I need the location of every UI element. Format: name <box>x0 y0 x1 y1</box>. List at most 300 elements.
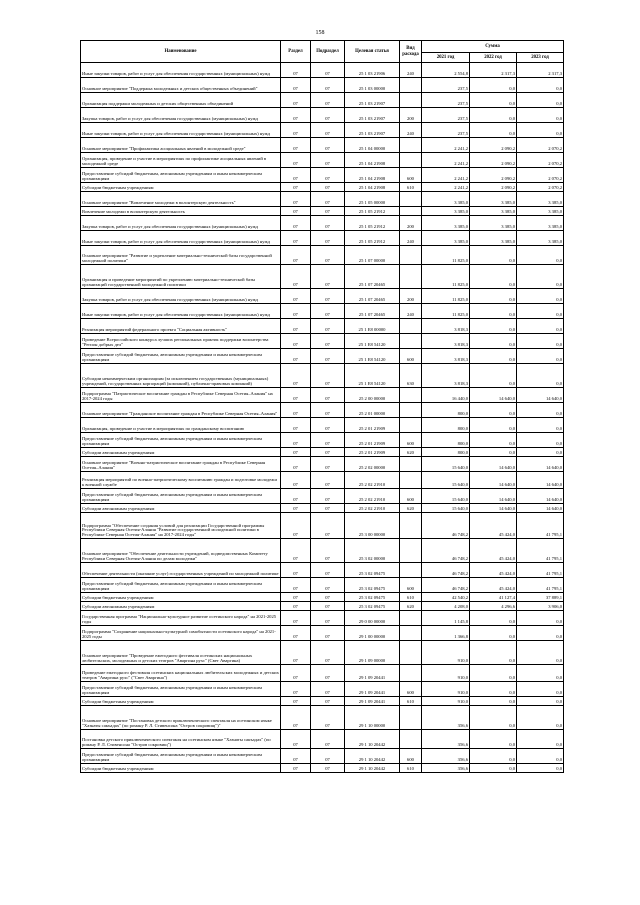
cell-2022: 14 640,0 <box>470 457 517 472</box>
cell-kind <box>400 207 422 216</box>
table-row <box>81 153 564 168</box>
cell-2022: 2 090,2 <box>470 183 517 192</box>
cell-subsection: 07 <box>311 319 345 334</box>
cell-section: 07 <box>281 448 311 457</box>
table-row <box>81 418 564 433</box>
cell-target: 25 1 03 21906 <box>345 63 400 78</box>
cell-subsection: 07 <box>311 63 345 78</box>
col-header-name: Наименование <box>81 41 281 63</box>
cell-subsection: 07 <box>311 730 345 749</box>
cell-name: Подпрограмма "Сохранение национально-культурной самобытности осетинского народа" на 2021-2025 годы <box>81 626 281 641</box>
cell-2021: 237,5 <box>422 93 470 108</box>
cell-name: Проведение Всероссийского конкурса лучших региональных практик поддержки волонтерства "Регион добрых дел" <box>81 334 281 349</box>
cell-2023: 41 795,1 <box>517 578 564 593</box>
cell-target: 25 2 02 21910 <box>345 472 400 489</box>
cell-2021: 1 366,8 <box>422 626 470 641</box>
col-header-2023: 2023 год <box>517 53 564 63</box>
cell-kind <box>400 138 422 153</box>
cell-2021: 4 208,0 <box>422 602 470 611</box>
table-row <box>81 108 564 123</box>
cell-kind: 240 <box>400 231 422 246</box>
cell-target: 25 3 00 00000 <box>345 513 400 539</box>
cell-name: Подпрограмма "Патриотическое воспитание граждан в Республике Северная Осетия–Алания" на 2017-2024 годы <box>81 388 281 403</box>
cell-2023: 0,0 <box>517 78 564 93</box>
cell-name: Иные закупки товаров, работ и услуг для обеспечения государственных (муниципальных) нужд <box>81 63 281 78</box>
table-row <box>81 289 564 304</box>
cell-name: Иные закупки товаров, работ и услуг для обеспечения государственных (муниципальных) нужд <box>81 304 281 319</box>
cell-2022: 2 317,3 <box>470 63 517 78</box>
cell-subsection: 07 <box>311 108 345 123</box>
cell-2023: 0,0 <box>517 265 564 289</box>
cell-kind: 240 <box>400 304 422 319</box>
cell-name: Основное мероприятие "Гражданское воспитание граждан в Республике Северная Осетия–Алания" <box>81 403 281 418</box>
cell-name: Субсидии автономным учреждениям <box>81 504 281 513</box>
cell-target: 29 1 09 20441 <box>345 682 400 697</box>
cell-2022: 0,0 <box>470 682 517 697</box>
cell-kind <box>400 334 422 349</box>
cell-2022: 0,0 <box>470 626 517 641</box>
cell-2022: 0,0 <box>470 706 517 730</box>
table-body <box>81 63 564 773</box>
cell-name: Основное мероприятие "Постановка детского приключенческого спектакля на осетинском языке "Хазнаты сакъадах" (по роману Р. Л. Стивенсона "Остров сокровищ")" <box>81 706 281 730</box>
table-row <box>81 207 564 216</box>
cell-section: 07 <box>281 289 311 304</box>
cell-subsection: 07 <box>311 246 345 265</box>
cell-target: 25 3 02 09475 <box>345 563 400 578</box>
cell-subsection: 07 <box>311 388 345 403</box>
cell-2023: 2 070,2 <box>517 183 564 192</box>
cell-2022: 0,0 <box>470 611 517 626</box>
cell-kind: 240 <box>400 63 422 78</box>
cell-target: 29 1 09 00000 <box>345 641 400 665</box>
cell-target: 25 1 07 20465 <box>345 265 400 289</box>
cell-section: 07 <box>281 168 311 183</box>
cell-target: 25 1 E8 00000 <box>345 319 400 334</box>
cell-2023: 14 640,0 <box>517 457 564 472</box>
cell-2021: 1 145,8 <box>422 611 470 626</box>
cell-subsection: 07 <box>311 641 345 665</box>
cell-2021: 800,0 <box>422 418 470 433</box>
cell-2021: 356,6 <box>422 764 470 773</box>
cell-2023: 0,0 <box>517 730 564 749</box>
cell-2021: 11 825,0 <box>422 304 470 319</box>
cell-subsection: 07 <box>311 403 345 418</box>
cell-name: Подпрограмма "Обеспечение создания условий для реализации Государственной программы Республики Северная Осетия-Алания "Развитие государственной молодежной политики в Республике Северная Осетия-Алания" на 2017-2024 годы" <box>81 513 281 539</box>
cell-kind <box>400 246 422 265</box>
cell-section: 07 <box>281 93 311 108</box>
cell-2022: 2 090,2 <box>470 153 517 168</box>
table-row <box>81 304 564 319</box>
col-header-section: Раздел <box>281 41 311 63</box>
cell-target: 25 1 05 00000 <box>345 192 400 207</box>
cell-subsection: 07 <box>311 334 345 349</box>
cell-2023: 0,0 <box>517 304 564 319</box>
table-row <box>81 246 564 265</box>
cell-2021: 42 540,2 <box>422 593 470 602</box>
cell-target: 29 1 10 20442 <box>345 764 400 773</box>
cell-2022: 0,0 <box>470 433 517 448</box>
cell-name: Вовлечение молодежи в волонтерскую деятельность <box>81 207 281 216</box>
cell-2021: 2 241,2 <box>422 138 470 153</box>
cell-target: 25 1 E8 54120 <box>345 349 400 364</box>
cell-kind <box>400 539 422 563</box>
cell-subsection: 07 <box>311 626 345 641</box>
cell-name: Субсидии автономным учреждениям <box>81 448 281 457</box>
cell-2023: 2 070,2 <box>517 153 564 168</box>
cell-2021: 11 825,0 <box>422 246 470 265</box>
cell-subsection: 07 <box>311 764 345 773</box>
table-row <box>81 513 564 539</box>
cell-2021: 46 748,2 <box>422 563 470 578</box>
cell-2021: 46 748,2 <box>422 539 470 563</box>
cell-subsection: 07 <box>311 304 345 319</box>
cell-section: 07 <box>281 216 311 231</box>
cell-name: Организация, проведение и участие в мероприятиях по профилактике асоциальных явлений в молодежной среде <box>81 153 281 168</box>
cell-2021: 800,0 <box>422 448 470 457</box>
cell-2021: 800,0 <box>422 403 470 418</box>
table-row <box>81 697 564 706</box>
cell-subsection: 07 <box>311 265 345 289</box>
cell-2023: 0,0 <box>517 418 564 433</box>
cell-name: Субсидии автономным учреждениям <box>81 602 281 611</box>
cell-2023: 41 795,1 <box>517 539 564 563</box>
cell-2022: 0,0 <box>470 665 517 682</box>
cell-section: 07 <box>281 665 311 682</box>
cell-2021: 910,0 <box>422 641 470 665</box>
cell-2021: 2 241,2 <box>422 183 470 192</box>
table-row <box>81 578 564 593</box>
cell-2022: 0,0 <box>470 246 517 265</box>
table-row <box>81 231 564 246</box>
cell-subsection: 07 <box>311 78 345 93</box>
cell-2022: 0,0 <box>470 364 517 388</box>
cell-name: Основное мероприятие "Развитие и укрепление материально-технической базы государственной молодежной политики" <box>81 246 281 265</box>
cell-name: Организация поддержки молодежных и детских общественных объединений <box>81 93 281 108</box>
cell-section: 07 <box>281 513 311 539</box>
table-row <box>81 433 564 448</box>
cell-name: Предоставление субсидий бюджетным, автономным учреждениям и иным некоммерческим организациям <box>81 682 281 697</box>
table-row <box>81 611 564 626</box>
cell-name: Основное мероприятие "Проведение ежегодного фестиваля осетинских национальных любительских, молодежных и детских театров "Аваргина рухс" (Свет Аваргина) <box>81 641 281 665</box>
cell-name: Субсидии бюджетным учреждениям <box>81 593 281 602</box>
table-row <box>81 349 564 364</box>
col-header-target: Целевая статья <box>345 41 400 63</box>
cell-2022: 14 640,0 <box>470 504 517 513</box>
header-row <box>81 41 564 53</box>
cell-name: Закупка товаров, работ и услуг для обеспечения государственных (муниципальных) нужд <box>81 108 281 123</box>
cell-2021: 15 640,0 <box>422 457 470 472</box>
cell-name: Предоставление субсидий бюджетным, автономным учреждениям и иным некоммерческим организациям <box>81 433 281 448</box>
col-header-2021: 2021 год <box>422 53 470 63</box>
table-row <box>81 665 564 682</box>
cell-subsection: 07 <box>311 123 345 138</box>
cell-2021: 2 241,2 <box>422 153 470 168</box>
cell-target: 25 1 03 21907 <box>345 123 400 138</box>
cell-section: 07 <box>281 489 311 504</box>
cell-subsection: 07 <box>311 472 345 489</box>
cell-subsection: 07 <box>311 665 345 682</box>
cell-kind: 620 <box>400 602 422 611</box>
cell-target: 25 2 02 21910 <box>345 504 400 513</box>
cell-2023: 0,0 <box>517 641 564 665</box>
cell-2021: 3 385,0 <box>422 207 470 216</box>
col-header-sum: Сумма <box>422 41 564 53</box>
table-row <box>81 489 564 504</box>
cell-subsection: 07 <box>311 168 345 183</box>
cell-2022: 0,0 <box>470 349 517 364</box>
cell-kind <box>400 706 422 730</box>
cell-name: Организация и проведение мероприятий по укреплению материально-технической базы организаций государственной молодежной политики <box>81 265 281 289</box>
cell-section: 07 <box>281 246 311 265</box>
page-number: 158 <box>315 30 325 36</box>
cell-section: 07 <box>281 457 311 472</box>
cell-2022: 0,0 <box>470 93 517 108</box>
cell-section: 07 <box>281 418 311 433</box>
cell-kind: 630 <box>400 364 422 388</box>
cell-2022: 0,0 <box>470 334 517 349</box>
cell-2023: 0,0 <box>517 749 564 764</box>
cell-2022: 0,0 <box>470 304 517 319</box>
cell-section: 07 <box>281 334 311 349</box>
cell-2022: 0,0 <box>470 289 517 304</box>
cell-section: 07 <box>281 319 311 334</box>
cell-2021: 15 640,0 <box>422 489 470 504</box>
cell-kind <box>400 78 422 93</box>
cell-2023: 0,0 <box>517 665 564 682</box>
cell-subsection: 07 <box>311 697 345 706</box>
cell-2023: 14 640,0 <box>517 472 564 489</box>
cell-section: 07 <box>281 123 311 138</box>
cell-section: 07 <box>281 563 311 578</box>
cell-subsection: 07 <box>311 563 345 578</box>
cell-2023: 14 640,0 <box>517 504 564 513</box>
cell-2023: 0,0 <box>517 448 564 457</box>
cell-subsection: 07 <box>311 153 345 168</box>
cell-2023: 2 317,3 <box>517 63 564 78</box>
table-row <box>81 764 564 773</box>
cell-section: 07 <box>281 153 311 168</box>
table-row <box>81 183 564 192</box>
cell-kind: 600 <box>400 578 422 593</box>
table-row <box>81 448 564 457</box>
cell-2023: 3 385,0 <box>517 192 564 207</box>
cell-target: 25 1 07 20465 <box>345 289 400 304</box>
cell-section: 07 <box>281 697 311 706</box>
cell-2021: 11 825,0 <box>422 289 470 304</box>
cell-2023: 2 070,2 <box>517 168 564 183</box>
table-row <box>81 593 564 602</box>
cell-target: 25 1 04 21908 <box>345 153 400 168</box>
cell-section: 07 <box>281 764 311 773</box>
cell-subsection: 07 <box>311 504 345 513</box>
table-row <box>81 504 564 513</box>
cell-kind <box>400 611 422 626</box>
cell-kind: 620 <box>400 448 422 457</box>
cell-subsection: 07 <box>311 513 345 539</box>
cell-section: 07 <box>281 682 311 697</box>
table-row <box>81 641 564 665</box>
cell-2023: 0,0 <box>517 611 564 626</box>
cell-subsection: 07 <box>311 231 345 246</box>
cell-kind: 200 <box>400 216 422 231</box>
cell-name: Субсидии бюджетным учреждениям <box>81 697 281 706</box>
cell-2022: 0,0 <box>470 764 517 773</box>
cell-section: 07 <box>281 231 311 246</box>
cell-name: Организация, проведение и участие в мероприятиях по гражданскому воспитанию <box>81 418 281 433</box>
table-row <box>81 403 564 418</box>
cell-section: 07 <box>281 78 311 93</box>
table-row <box>81 168 564 183</box>
cell-2022: 3 385,0 <box>470 207 517 216</box>
cell-section: 07 <box>281 403 311 418</box>
cell-section: 07 <box>281 539 311 563</box>
cell-2023: 0,0 <box>517 289 564 304</box>
cell-subsection: 07 <box>311 289 345 304</box>
cell-2021: 356,6 <box>422 730 470 749</box>
cell-kind: 600 <box>400 749 422 764</box>
cell-subsection: 07 <box>311 602 345 611</box>
cell-section: 07 <box>281 602 311 611</box>
col-header-2022: 2022 год <box>470 53 517 63</box>
cell-subsection: 07 <box>311 418 345 433</box>
cell-target: 25 2 01 21909 <box>345 433 400 448</box>
cell-kind <box>400 665 422 682</box>
cell-2023: 0,0 <box>517 626 564 641</box>
cell-2022: 0,0 <box>470 418 517 433</box>
cell-kind: 200 <box>400 289 422 304</box>
cell-name: Закупка товаров, работ и услуг для обеспечения государственных (муниципальных) нужд <box>81 216 281 231</box>
cell-target: 25 1 05 21912 <box>345 231 400 246</box>
cell-target: 25 1 E8 54120 <box>345 364 400 388</box>
cell-2023: 0,0 <box>517 123 564 138</box>
table-row <box>81 626 564 641</box>
cell-2023: 3 906,0 <box>517 602 564 611</box>
cell-section: 07 <box>281 138 311 153</box>
cell-2023: 14 640,0 <box>517 489 564 504</box>
cell-kind: 610 <box>400 183 422 192</box>
cell-kind: 620 <box>400 504 422 513</box>
cell-kind: 610 <box>400 593 422 602</box>
cell-kind <box>400 153 422 168</box>
cell-2023: 2 070,2 <box>517 138 564 153</box>
cell-2021: 46 748,2 <box>422 578 470 593</box>
cell-section: 07 <box>281 349 311 364</box>
cell-2021: 16 440,0 <box>422 388 470 403</box>
cell-subsection: 07 <box>311 192 345 207</box>
cell-kind: 610 <box>400 697 422 706</box>
cell-2023: 0,0 <box>517 349 564 364</box>
cell-2021: 3 818,3 <box>422 364 470 388</box>
table-row <box>81 730 564 749</box>
table-row <box>81 93 564 108</box>
table-row <box>81 138 564 153</box>
cell-target: 29 1 10 20442 <box>345 730 400 749</box>
cell-2023: 0,0 <box>517 682 564 697</box>
cell-subsection: 07 <box>311 682 345 697</box>
cell-name: Иные закупки товаров, работ и услуг для обеспечения государственных (муниципальных) нужд <box>81 123 281 138</box>
table-row <box>81 319 564 334</box>
cell-target: 25 2 01 00000 <box>345 403 400 418</box>
cell-section: 07 <box>281 183 311 192</box>
table-row <box>81 388 564 403</box>
table-row <box>81 457 564 472</box>
cell-2023: 0,0 <box>517 697 564 706</box>
cell-2022: 0,0 <box>470 641 517 665</box>
cell-name: Основное мероприятие "Поддержка молодежных и детских общественных объединений" <box>81 78 281 93</box>
cell-section: 07 <box>281 578 311 593</box>
table-row <box>81 265 564 289</box>
cell-target: 25 2 01 21909 <box>345 448 400 457</box>
cell-2021: 15 640,0 <box>422 504 470 513</box>
cell-target: 25 1 03 00000 <box>345 78 400 93</box>
cell-name: Постановка детского приключенческого спектакля на осетинском языке "Хазнаты сакъадах" (по роману Р. Л. Стивенсона "Остров сокровищ") <box>81 730 281 749</box>
cell-target: 29 1 10 20442 <box>345 749 400 764</box>
cell-2022: 0,0 <box>470 730 517 749</box>
cell-2023: 3 385,0 <box>517 207 564 216</box>
cell-2022: 0,0 <box>470 123 517 138</box>
cell-target: 25 1 E8 54120 <box>345 334 400 349</box>
cell-kind <box>400 403 422 418</box>
table-row <box>81 682 564 697</box>
cell-2023: 3 385,0 <box>517 231 564 246</box>
cell-2021: 356,6 <box>422 706 470 730</box>
cell-name: Предоставление субсидий бюджетным, автономным учреждениям и иным некоммерческим организациям <box>81 578 281 593</box>
cell-2021: 356,6 <box>422 749 470 764</box>
cell-section: 07 <box>281 388 311 403</box>
cell-subsection: 07 <box>311 749 345 764</box>
cell-target: 25 1 05 21912 <box>345 207 400 216</box>
cell-section: 07 <box>281 730 311 749</box>
cell-2022: 0,0 <box>470 697 517 706</box>
cell-kind: 600 <box>400 682 422 697</box>
cell-subsection: 07 <box>311 207 345 216</box>
cell-2021: 3 818,3 <box>422 349 470 364</box>
cell-2023: 37 889,1 <box>517 593 564 602</box>
cell-2023: 41 795,1 <box>517 513 564 539</box>
cell-section: 07 <box>281 207 311 216</box>
cell-2022: 0,0 <box>470 265 517 289</box>
cell-target: 25 1 03 21907 <box>345 93 400 108</box>
cell-2022: 0,0 <box>470 448 517 457</box>
cell-2022: 2 090,2 <box>470 138 517 153</box>
budget-table <box>80 40 564 773</box>
cell-target: 25 3 02 09475 <box>345 602 400 611</box>
table-row <box>81 749 564 764</box>
cell-name: Иные закупки товаров, работ и услуг для обеспечения государственных (муниципальных) нужд <box>81 231 281 246</box>
cell-2021: 237,5 <box>422 108 470 123</box>
cell-subsection: 07 <box>311 364 345 388</box>
cell-target: 25 2 01 21909 <box>345 418 400 433</box>
cell-section: 07 <box>281 749 311 764</box>
cell-2022: 45 424,0 <box>470 513 517 539</box>
cell-2022: 4 296,6 <box>470 602 517 611</box>
cell-2021: 3 385,0 <box>422 216 470 231</box>
cell-2022: 0,0 <box>470 108 517 123</box>
cell-target: 25 1 04 00000 <box>345 138 400 153</box>
cell-subsection: 07 <box>311 457 345 472</box>
cell-name: Предоставление субсидий бюджетным, автономным учреждениям и иным некоммерческим организациям <box>81 168 281 183</box>
cell-2022: 14 640,0 <box>470 489 517 504</box>
cell-2023: 0,0 <box>517 706 564 730</box>
table-row <box>81 602 564 611</box>
cell-target: 29 0 00 00000 <box>345 611 400 626</box>
cell-name: Основное мероприятие "Вовлечение молодежи в волонтерскую деятельность" <box>81 192 281 207</box>
cell-name: Обеспечение деятельности (оказание услуг) государственных учреждений по молодежной политике <box>81 563 281 578</box>
cell-2021: 11 825,0 <box>422 265 470 289</box>
cell-2021: 910,0 <box>422 665 470 682</box>
cell-2021: 2 241,2 <box>422 168 470 183</box>
cell-section: 07 <box>281 641 311 665</box>
